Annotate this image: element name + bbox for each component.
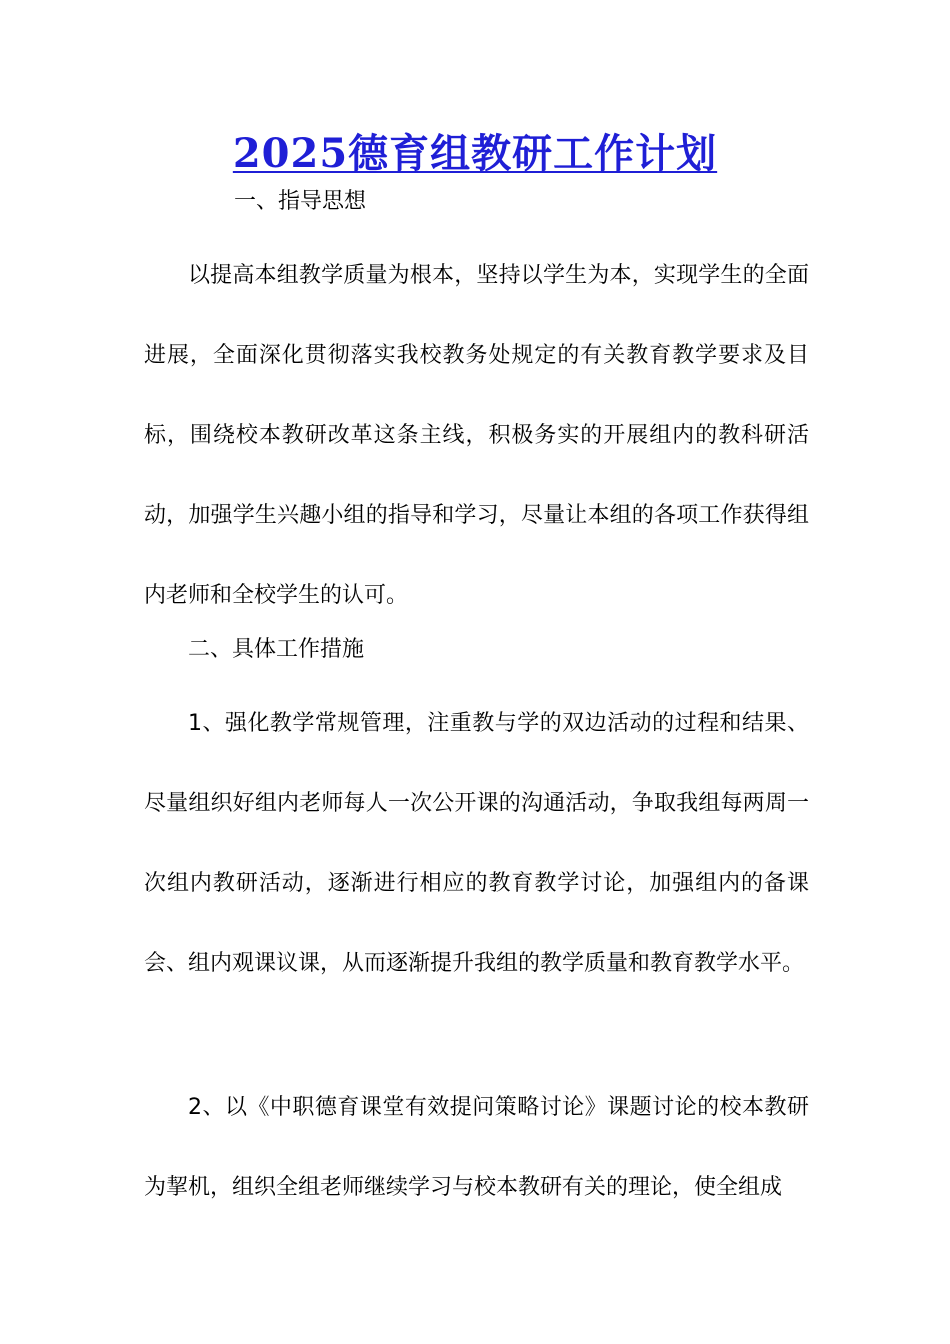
paragraph-measure-1: 1、强化教学常规管理，注重教与学的双边活动的过程和结果、尽量组织好组内老师每人一次公开课的沟通活动，争取我组每两周一次组内教研活动，逐渐进行相应的教育教学讨论，加强组内的备课会、组内观课议课，从而逐渐提升我组的教学质量和教育教学水平。 bbox=[144, 711, 809, 976]
section-heading-guiding-ideology: 一、指导思想 bbox=[234, 189, 367, 214]
paragraph-guiding-ideology: 以提高本组教学质量为根本，坚持以学生为本，实现学生的全面进展，全面深化贯彻落实我校教务处规定的有关教育教学要求及目标，围绕校本教研改革这条主线，积极务实的开展组内的教科研活动，加强学生兴趣小组的指导和学习，尽量让本组的各项工作获得组内老师和全校学生的认可。 bbox=[144, 263, 809, 608]
paragraph-measure-2: 2、以《中职德育课堂有效提问策略讨论》课题讨论的校本教研为挈机，组织全组老师继续学习与校本教研有关的理论，使全组成 bbox=[144, 1095, 809, 1200]
document-title[interactable]: 2025德育组教研工作计划 bbox=[232, 130, 718, 177]
section-heading-work-measures: 二、具体工作措施 bbox=[188, 637, 365, 662]
